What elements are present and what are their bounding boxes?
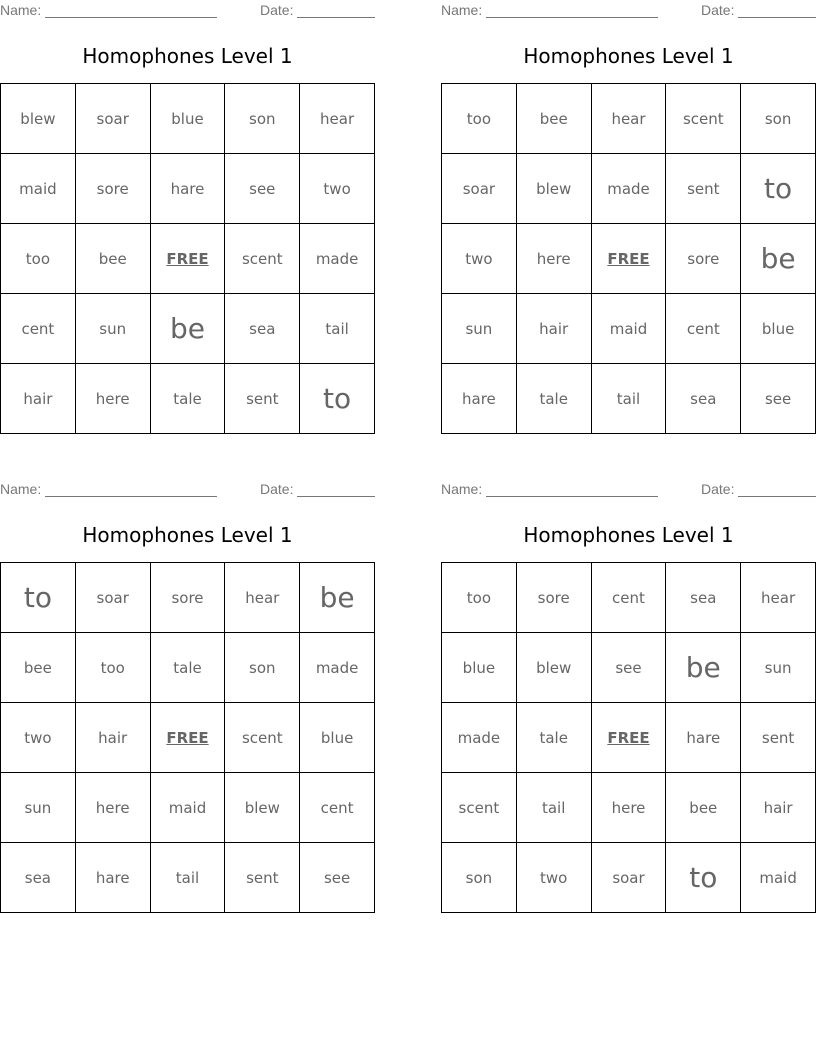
- free-space-cell[interactable]: FREE: [592, 224, 667, 294]
- bingo-cell[interactable]: sun: [741, 633, 816, 703]
- bingo-cell[interactable]: tale: [517, 364, 592, 434]
- bingo-cell[interactable]: blue: [151, 84, 226, 154]
- bingo-cell[interactable]: soar: [592, 843, 667, 913]
- bingo-cell[interactable]: tail: [592, 364, 667, 434]
- bingo-cell[interactable]: two: [1, 703, 76, 773]
- bingo-grid: [441, 562, 816, 913]
- bingo-cell[interactable]: scent: [442, 773, 517, 843]
- bingo-cell[interactable]: to: [1, 563, 76, 633]
- bingo-cell[interactable]: blue: [741, 294, 816, 364]
- bingo-cell[interactable]: hear: [225, 563, 300, 633]
- bingo-cell[interactable]: cent: [1, 294, 76, 364]
- bingo-cell[interactable]: tail: [300, 294, 375, 364]
- card-title: Homophones Level 1: [523, 523, 734, 547]
- bingo-cell[interactable]: hear: [592, 84, 667, 154]
- card-header: [0, 481, 375, 499]
- bingo-cell[interactable]: too: [442, 84, 517, 154]
- name-label: Name:: [0, 481, 42, 497]
- bingo-cell[interactable]: son: [741, 84, 816, 154]
- bingo-cell[interactable]: scent: [666, 84, 741, 154]
- bingo-cell[interactable]: son: [225, 84, 300, 154]
- card-header: [441, 481, 816, 499]
- bingo-cell[interactable]: bee: [1, 633, 76, 703]
- date-field-line[interactable]: [738, 17, 816, 18]
- bingo-card-4: [441, 479, 816, 919]
- bingo-cell[interactable]: tale: [517, 703, 592, 773]
- bingo-cell[interactable]: blue: [442, 633, 517, 703]
- bingo-cell[interactable]: son: [442, 843, 517, 913]
- bingo-cell[interactable]: too: [442, 563, 517, 633]
- bingo-cell[interactable]: tail: [151, 843, 226, 913]
- bingo-cell[interactable]: bee: [517, 84, 592, 154]
- bingo-cell[interactable]: to: [666, 843, 741, 913]
- name-label: Name:: [441, 481, 483, 497]
- bingo-cell[interactable]: sent: [225, 843, 300, 913]
- bingo-cell[interactable]: hare: [151, 154, 226, 224]
- bingo-cell[interactable]: hair: [1, 364, 76, 434]
- date-label: Date:: [701, 2, 735, 18]
- bingo-cell[interactable]: sea: [225, 294, 300, 364]
- name-label: Name:: [0, 2, 42, 18]
- bingo-cell[interactable]: here: [592, 773, 667, 843]
- bingo-cell[interactable]: made: [300, 633, 375, 703]
- bingo-cell[interactable]: two: [517, 843, 592, 913]
- bingo-card-2: [441, 0, 816, 440]
- bingo-cell[interactable]: sun: [76, 294, 151, 364]
- bingo-card-1: [0, 0, 375, 440]
- bingo-cell[interactable]: sent: [225, 364, 300, 434]
- bingo-cell[interactable]: too: [76, 633, 151, 703]
- bingo-cell[interactable]: sore: [517, 563, 592, 633]
- bingo-cell[interactable]: hare: [442, 364, 517, 434]
- bingo-cell[interactable]: be: [300, 563, 375, 633]
- bingo-card-3: [0, 479, 375, 919]
- bingo-cell[interactable]: hare: [76, 843, 151, 913]
- bingo-cell[interactable]: here: [517, 224, 592, 294]
- bingo-cell[interactable]: be: [666, 633, 741, 703]
- free-space-cell[interactable]: FREE: [151, 703, 226, 773]
- bingo-cell[interactable]: soar: [442, 154, 517, 224]
- card-header: [441, 2, 816, 20]
- bingo-grid: [0, 83, 375, 434]
- free-space-cell[interactable]: FREE: [151, 224, 226, 294]
- bingo-cell[interactable]: made: [442, 703, 517, 773]
- bingo-cell[interactable]: hair: [517, 294, 592, 364]
- bingo-cell[interactable]: blew: [225, 773, 300, 843]
- bingo-cell[interactable]: too: [1, 224, 76, 294]
- date-label: Date:: [701, 481, 735, 497]
- bingo-cell[interactable]: be: [741, 224, 816, 294]
- date-field-line[interactable]: [738, 496, 816, 497]
- bingo-cell[interactable]: cent: [666, 294, 741, 364]
- bingo-cell[interactable]: tale: [151, 633, 226, 703]
- bingo-cell[interactable]: hair: [76, 703, 151, 773]
- bingo-cell[interactable]: made: [300, 224, 375, 294]
- bingo-cell[interactable]: tail: [517, 773, 592, 843]
- bingo-cell[interactable]: here: [76, 773, 151, 843]
- bingo-grid: [0, 562, 375, 913]
- name-field-line[interactable]: [45, 496, 217, 497]
- card-header: [0, 2, 375, 20]
- bingo-cell[interactable]: sun: [442, 294, 517, 364]
- bingo-cell[interactable]: cent: [592, 563, 667, 633]
- bingo-cell[interactable]: hear: [300, 84, 375, 154]
- bingo-cell[interactable]: blew: [517, 154, 592, 224]
- bingo-cell[interactable]: sore: [151, 563, 226, 633]
- bingo-cell[interactable]: sea: [1, 843, 76, 913]
- name-field-line[interactable]: [486, 17, 658, 18]
- card-title: Homophones Level 1: [82, 44, 293, 68]
- bingo-cell[interactable]: scent: [225, 703, 300, 773]
- bingo-cell[interactable]: cent: [300, 773, 375, 843]
- bingo-cell[interactable]: to: [300, 364, 375, 434]
- bingo-cell[interactable]: sea: [666, 563, 741, 633]
- name-field-line[interactable]: [45, 17, 217, 18]
- date-field-line[interactable]: [297, 17, 375, 18]
- date-field-line[interactable]: [297, 496, 375, 497]
- bingo-cell[interactable]: sea: [666, 364, 741, 434]
- bingo-cell[interactable]: scent: [225, 224, 300, 294]
- name-label: Name:: [441, 2, 483, 18]
- bingo-cell[interactable]: blew: [1, 84, 76, 154]
- bingo-cell[interactable]: see: [225, 154, 300, 224]
- free-space-cell[interactable]: FREE: [592, 703, 667, 773]
- bingo-grid: [441, 83, 816, 434]
- bingo-cell[interactable]: sore: [76, 154, 151, 224]
- bingo-cell[interactable]: bee: [666, 773, 741, 843]
- bingo-cell[interactable]: blew: [517, 633, 592, 703]
- bingo-cell[interactable]: tale: [151, 364, 226, 434]
- bingo-cell[interactable]: maid: [741, 843, 816, 913]
- bingo-cell[interactable]: maid: [151, 773, 226, 843]
- bingo-cell[interactable]: sun: [1, 773, 76, 843]
- bingo-cell[interactable]: see: [741, 364, 816, 434]
- bingo-cell[interactable]: see: [300, 843, 375, 913]
- bingo-cell[interactable]: hair: [741, 773, 816, 843]
- bingo-cell[interactable]: maid: [1, 154, 76, 224]
- bingo-cell[interactable]: bee: [76, 224, 151, 294]
- card-title: Homophones Level 1: [82, 523, 293, 547]
- bingo-cell[interactable]: sent: [741, 703, 816, 773]
- card-title: Homophones Level 1: [523, 44, 734, 68]
- name-field-line[interactable]: [486, 496, 658, 497]
- bingo-cell[interactable]: maid: [592, 294, 667, 364]
- date-label: Date:: [260, 2, 294, 18]
- bingo-cell[interactable]: sore: [666, 224, 741, 294]
- bingo-cell[interactable]: son: [225, 633, 300, 703]
- bingo-cell[interactable]: two: [442, 224, 517, 294]
- bingo-cell[interactable]: see: [592, 633, 667, 703]
- bingo-cell[interactable]: soar: [76, 563, 151, 633]
- bingo-cell[interactable]: made: [592, 154, 667, 224]
- bingo-cell[interactable]: here: [76, 364, 151, 434]
- bingo-cell[interactable]: two: [300, 154, 375, 224]
- bingo-cell[interactable]: hear: [741, 563, 816, 633]
- bingo-cell[interactable]: be: [151, 294, 226, 364]
- date-label: Date:: [260, 481, 294, 497]
- bingo-cell[interactable]: blue: [300, 703, 375, 773]
- bingo-cell[interactable]: sent: [666, 154, 741, 224]
- bingo-cell[interactable]: soar: [76, 84, 151, 154]
- bingo-cell[interactable]: to: [741, 154, 816, 224]
- bingo-cell[interactable]: hare: [666, 703, 741, 773]
